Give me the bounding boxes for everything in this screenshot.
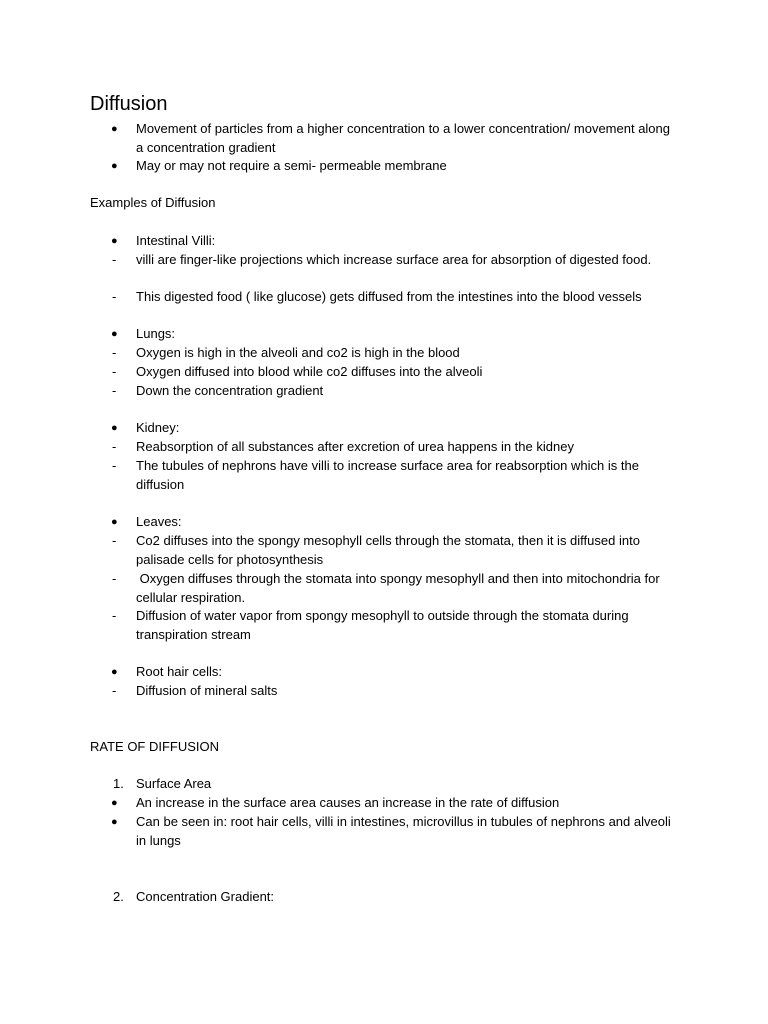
example-point bbox=[112, 570, 676, 607]
dash-marker: - bbox=[112, 683, 117, 698]
dash-marker: - bbox=[112, 608, 117, 623]
example-point bbox=[112, 288, 676, 307]
bullet-marker: ● bbox=[111, 235, 118, 247]
example-name: Leaves: bbox=[136, 514, 182, 529]
example-point bbox=[112, 607, 676, 644]
example-point-text: Co2 diffuses into the spongy mesophyll cells through the stomata, then it is diffused into palisade cells for photosynthesis bbox=[136, 533, 640, 567]
example-name: Root hair cells: bbox=[136, 664, 222, 679]
rate-factor-name: Concentration Gradient: bbox=[136, 889, 275, 904]
example-point bbox=[112, 251, 676, 270]
dash-marker: - bbox=[112, 383, 117, 398]
example-point bbox=[112, 363, 676, 382]
example-point-text: villi are finger-like projections which increase surface area for absorption of digested food. bbox=[136, 252, 652, 267]
example-item-kidney bbox=[111, 419, 676, 438]
example-item-villi bbox=[111, 232, 676, 251]
rate-factor-concentration-gradient bbox=[113, 888, 676, 907]
example-point bbox=[112, 532, 676, 569]
rate-factor-bullet-text: Can be seen in: root hair cells, villi in intestines, microvillus in tubules of nephrons and alveoli in lungs bbox=[136, 814, 671, 848]
example-point-text: The tubules of nephrons have villi to increase surface area for reabsorption which is the diffusion bbox=[136, 458, 639, 492]
example-name: Lungs: bbox=[136, 326, 176, 341]
bullet-marker: ● bbox=[111, 422, 118, 434]
example-point-text: Diffusion of water vapor from spongy mesophyll to outside through the stomata during transpiration stream bbox=[136, 608, 629, 642]
bullet-marker: ● bbox=[111, 328, 118, 340]
rate-factor-surface-area bbox=[113, 775, 676, 794]
dash-marker: - bbox=[112, 252, 117, 267]
example-point bbox=[112, 457, 676, 494]
rate-factor-name: Surface Area bbox=[136, 776, 212, 791]
example-point-text: Diffusion of mineral salts bbox=[136, 683, 278, 698]
dash-marker: - bbox=[112, 439, 117, 454]
bullet-marker: ● bbox=[111, 123, 118, 135]
rate-factor-bullet bbox=[111, 813, 676, 850]
example-point-text: This digested food ( like glucose) gets diffused from the intestines into the blood vessels bbox=[136, 289, 642, 304]
bullet-marker: ● bbox=[111, 160, 118, 172]
dash-marker: - bbox=[112, 458, 117, 473]
list-number: 1. bbox=[113, 776, 124, 791]
rate-factor-bullet-text: An increase in the surface area causes an increase in the rate of diffusion bbox=[136, 795, 560, 810]
example-point-text: Oxygen is high in the alveoli and co2 is high in the blood bbox=[136, 345, 460, 360]
intro-bullet-text: May or may not require a semi- permeable membrane bbox=[136, 158, 447, 173]
dash-marker: - bbox=[112, 289, 117, 304]
bullet-marker: ● bbox=[111, 516, 118, 528]
examples-heading: Examples of Diffusion bbox=[90, 195, 216, 210]
example-item-lungs bbox=[111, 325, 676, 344]
example-name: Kidney: bbox=[136, 420, 180, 435]
bullet-marker: ● bbox=[111, 797, 118, 809]
intro-bullet-2 bbox=[111, 157, 676, 176]
example-point bbox=[112, 438, 676, 457]
example-point-text: Down the concentration gradient bbox=[136, 383, 324, 398]
example-name: Intestinal Villi: bbox=[136, 233, 216, 248]
bullet-marker: ● bbox=[111, 816, 118, 828]
example-point bbox=[112, 344, 676, 363]
example-point bbox=[112, 682, 676, 701]
example-item-leaves bbox=[111, 513, 676, 532]
rate-factor-bullet bbox=[111, 794, 676, 813]
example-point bbox=[112, 382, 676, 401]
example-point-text: Reabsorption of all substances after excretion of urea happens in the kidney bbox=[136, 439, 574, 454]
page-title: Diffusion bbox=[90, 93, 168, 115]
example-item-root-hair bbox=[111, 663, 676, 682]
example-point-text: Oxygen diffused into blood while co2 diffuses into the alveoli bbox=[136, 364, 483, 379]
example-point-text: Oxygen diffuses through the stomata into spongy mesophyll and then into mitochondria for cellular respiration. bbox=[136, 571, 664, 605]
intro-bullet-1 bbox=[111, 120, 676, 157]
dash-marker: - bbox=[112, 364, 117, 379]
intro-bullet-text: Movement of particles from a higher concentration to a lower concentration/ movement along a concentration gradient bbox=[136, 121, 670, 155]
bullet-marker: ● bbox=[111, 666, 118, 678]
dash-marker: - bbox=[112, 571, 117, 586]
list-number: 2. bbox=[113, 889, 124, 904]
rate-heading: RATE OF DIFFUSION bbox=[90, 739, 220, 754]
dash-marker: - bbox=[112, 345, 117, 360]
dash-marker: - bbox=[112, 533, 117, 548]
